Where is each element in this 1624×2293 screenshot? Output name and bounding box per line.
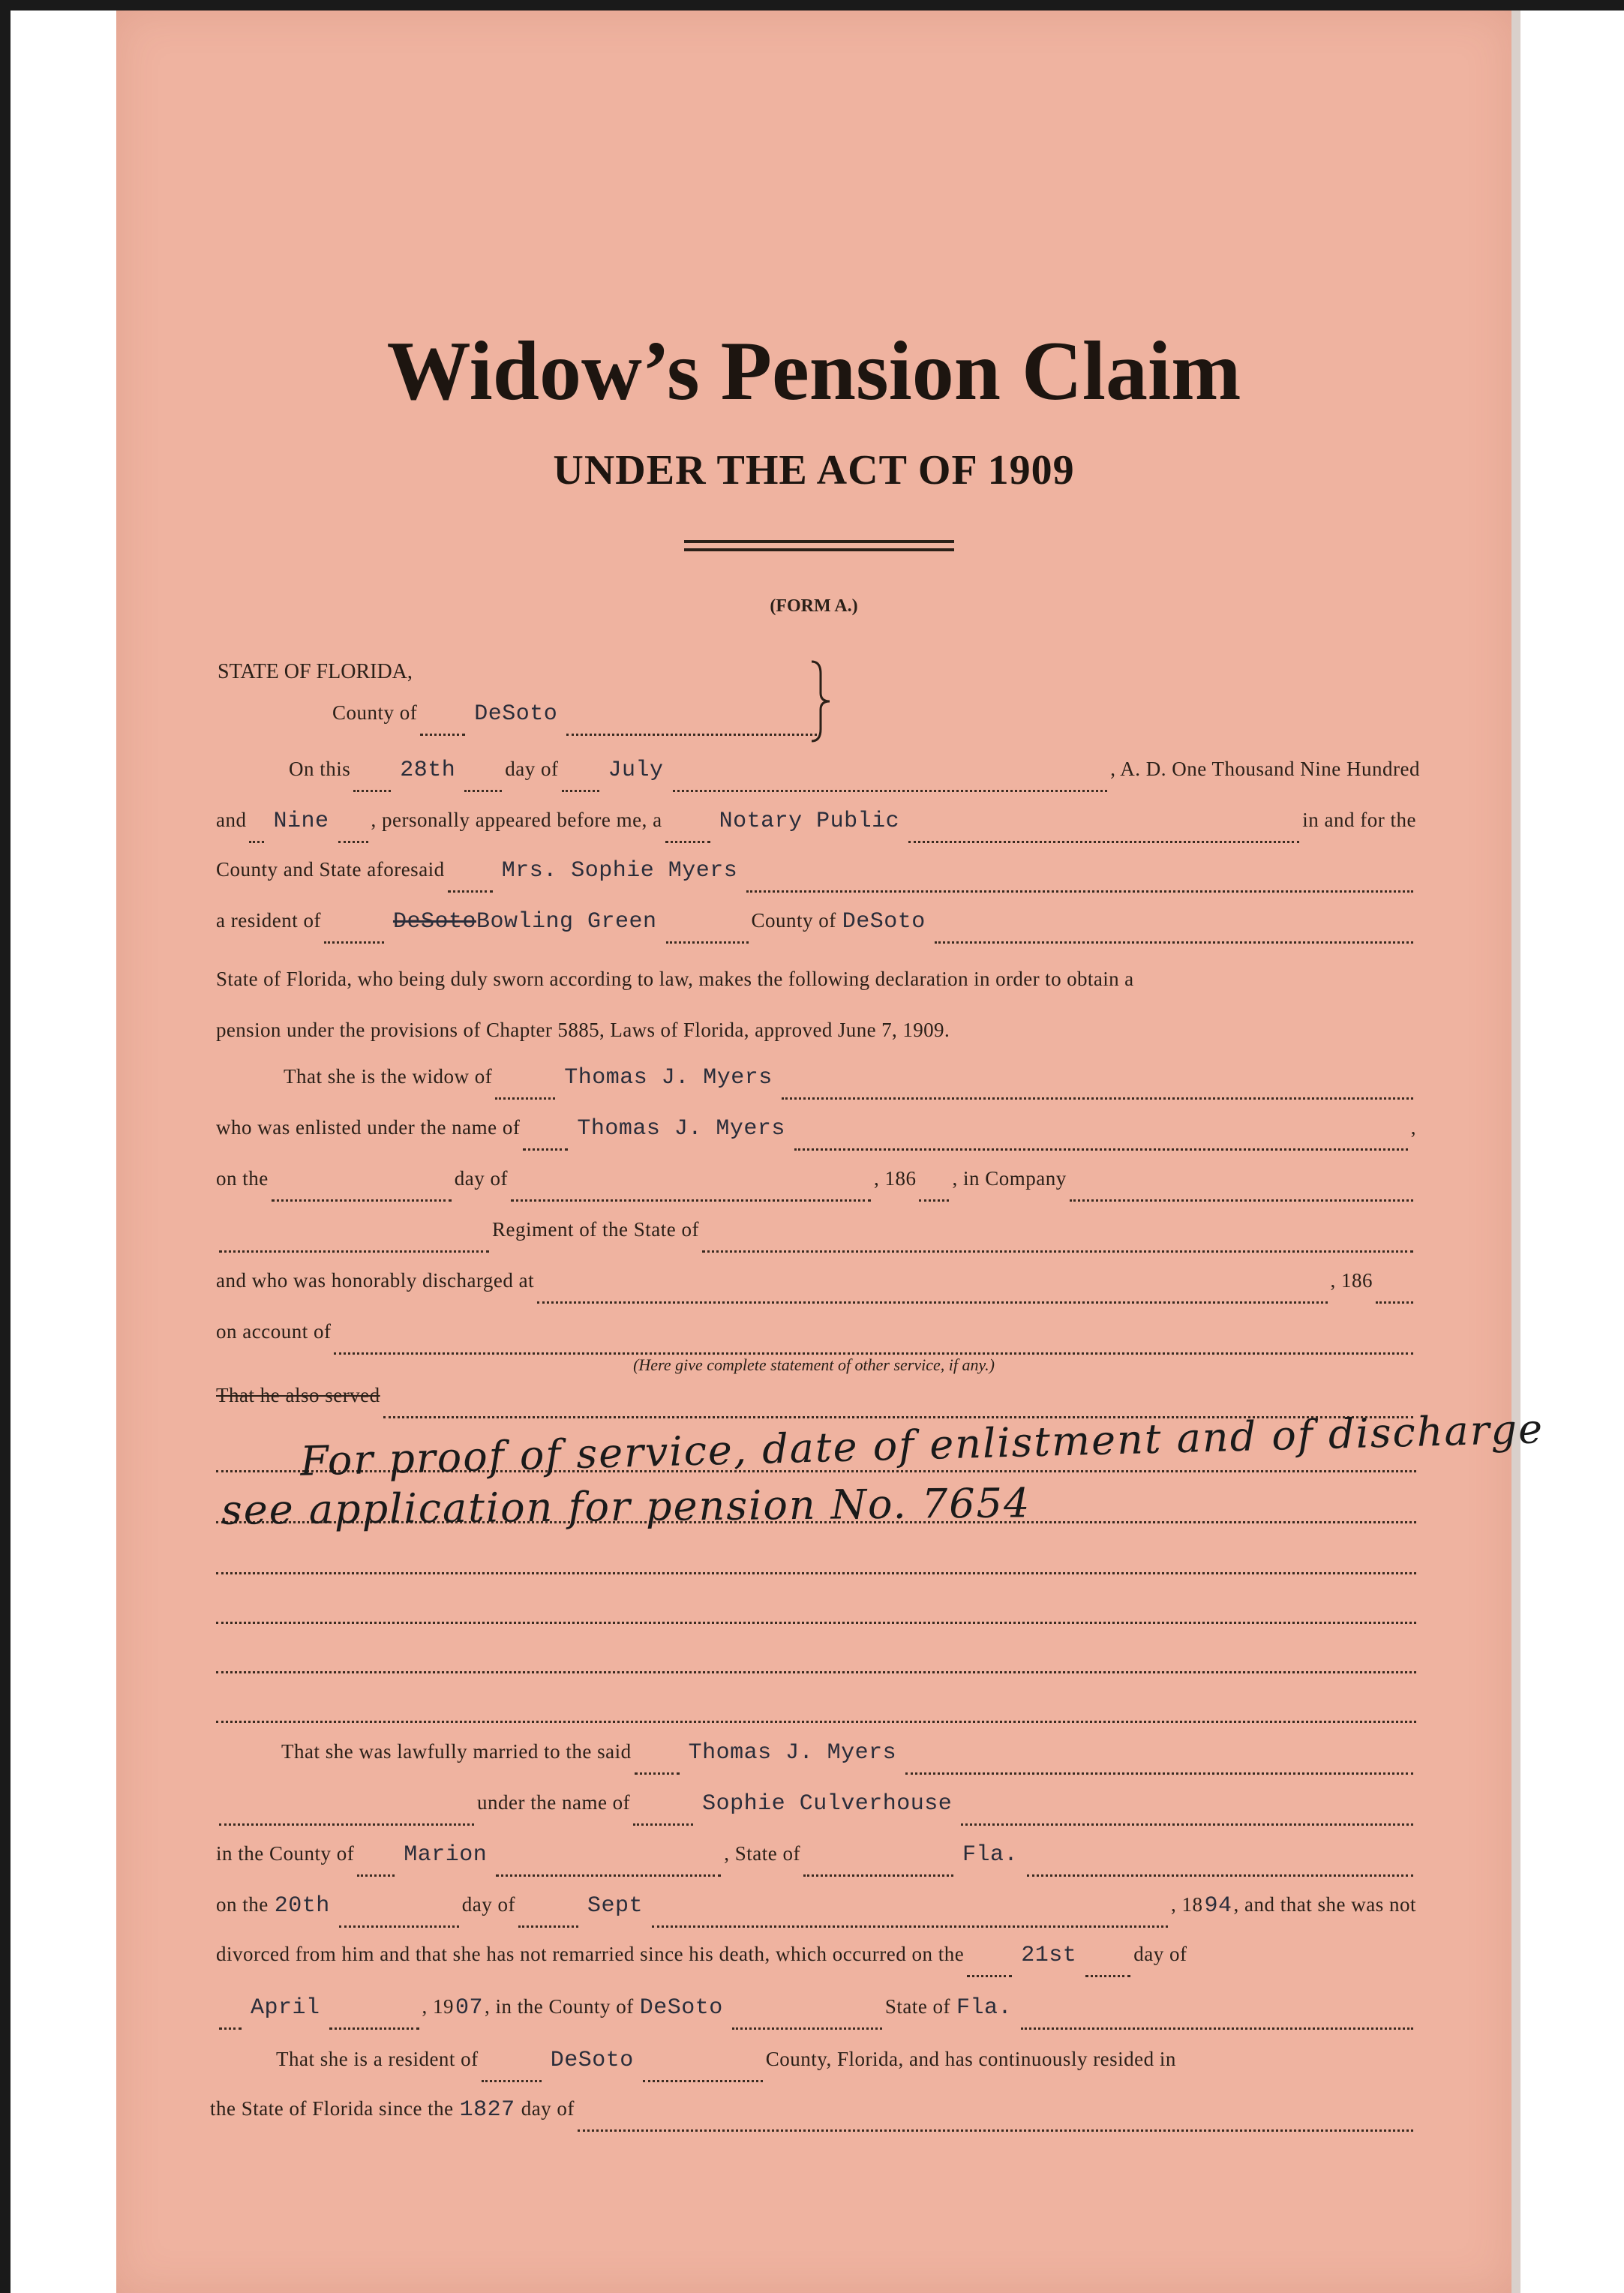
line-under-name: under the name of Sophie Culverhouse (216, 1791, 1416, 1836)
current-county: DeSoto (550, 2048, 634, 2073)
death-month: April (251, 1995, 320, 2021)
title-rule-bottom (684, 548, 954, 551)
marriage-day: 20th (274, 1893, 330, 1919)
dotted-row (216, 1671, 1416, 1673)
line-discharged: and who was honorably discharged at , 186 (216, 1269, 1416, 1314)
line-marriage-date: on the 20th day of Sept , 18 94 , and that she was not (216, 1893, 1416, 1938)
husband-name: Thomas J. Myers (564, 1065, 773, 1091)
line-divorced: divorced from him and that she has not remarried since his death, which occurred on the 21st day of (216, 1943, 1416, 1988)
death-day: 21st (1021, 1943, 1077, 1968)
enlisted-name: Thomas J. Myers (577, 1116, 785, 1142)
claimant-name: Mrs. Sophie Myers (501, 858, 738, 884)
paper-edge (1511, 11, 1520, 2293)
line-on-this: On this 28th day of July , A. D. One Thousand Nine Hundred (289, 758, 1420, 803)
line-in-county: in the County of Marion , State of Fla. (216, 1842, 1416, 1887)
line-regiment: Regiment of the State of (216, 1218, 1416, 1263)
death-year: 07 (455, 1995, 484, 2021)
married-name: Thomas J. Myers (688, 1740, 897, 1766)
dotted-row (216, 1572, 1416, 1574)
line-resident: a resident of DeSoto Bowling Green County of DeSoto (216, 909, 1416, 954)
resident-place: Bowling Green (476, 909, 657, 935)
day-value: 28th (400, 758, 456, 783)
document-subtitle: UNDER THE ACT OF 1909 (553, 447, 1075, 494)
title-rule-top (684, 540, 954, 543)
line-resident-2: That she is a resident of DeSoto County, Florida, and has continuously resided in (276, 2048, 1416, 2093)
line-enlisted: who was enlisted under the name of Thomas J. Myers , (216, 1116, 1416, 1161)
service-note: (Here give complete statement of other service, if any.) (633, 1355, 995, 1374)
line-county-state: County and State aforesaid Mrs. Sophie Myers (216, 858, 1416, 903)
state-heading: STATE OF FLORIDA, (218, 660, 413, 683)
line-widow: That she is the widow of Thomas J. Myers (284, 1065, 1416, 1110)
form-code: (FORM A.) (770, 596, 858, 616)
since-year: 1827 (459, 2097, 515, 2123)
line-account: on account of (216, 1320, 1416, 1365)
maiden-name: Sophie Culverhouse (702, 1791, 953, 1817)
document-title: Widow’s Pension Claim (386, 325, 1241, 418)
year-value: Nine (273, 809, 329, 834)
brace-icon (810, 660, 833, 743)
month-value: July (608, 758, 664, 783)
line-since: the State of Florida since the 1827 day of (210, 2097, 1416, 2142)
marriage-month: Sept (587, 1893, 644, 1919)
county-label: County of (332, 701, 418, 724)
pension-line: pension under the provisions of Chapter 5885, Laws of Florida, approved June 7, 1909. (216, 1019, 950, 1041)
scan-frame-top (0, 0, 1624, 11)
line-on-the: on the day of , 186 , in Company (216, 1167, 1416, 1212)
marriage-state: Fla. (962, 1842, 1019, 1868)
handwritten-note-line-1: For proof of service, date of enlistment and of discharge (299, 1405, 1544, 1485)
death-county: DeSoto (639, 1995, 723, 2021)
marriage-year: 94 (1204, 1893, 1232, 1919)
scan-frame-left (0, 0, 11, 2293)
county-value: DeSoto (474, 701, 558, 727)
dotted-row (216, 1622, 1416, 1624)
line-also-served: That he also served (216, 1384, 1416, 1429)
handwritten-note-line-2: see application for pension No. 7654 (221, 1479, 1031, 1534)
county-line (332, 701, 820, 746)
struck-value: DeSoto (392, 909, 476, 935)
dotted-row (216, 1721, 1416, 1723)
resident-county: DeSoto (842, 909, 926, 935)
line-death-date: April , 19 07 , in the County of DeSoto State of Fla. (216, 1995, 1416, 2040)
declaration-line: State of Florida, who being duly sworn according to law, makes the following declaration in order to obtain a (216, 968, 1134, 990)
marriage-county: Marion (404, 1842, 488, 1868)
line-and: and Nine , personally appeared before me, a Notary Public in and for the (216, 809, 1416, 854)
line-married: That she was lawfully married to the said Thomas J. Myers (281, 1740, 1416, 1785)
death-state: Fla. (956, 1995, 1013, 2021)
official-value: Notary Public (719, 809, 900, 834)
